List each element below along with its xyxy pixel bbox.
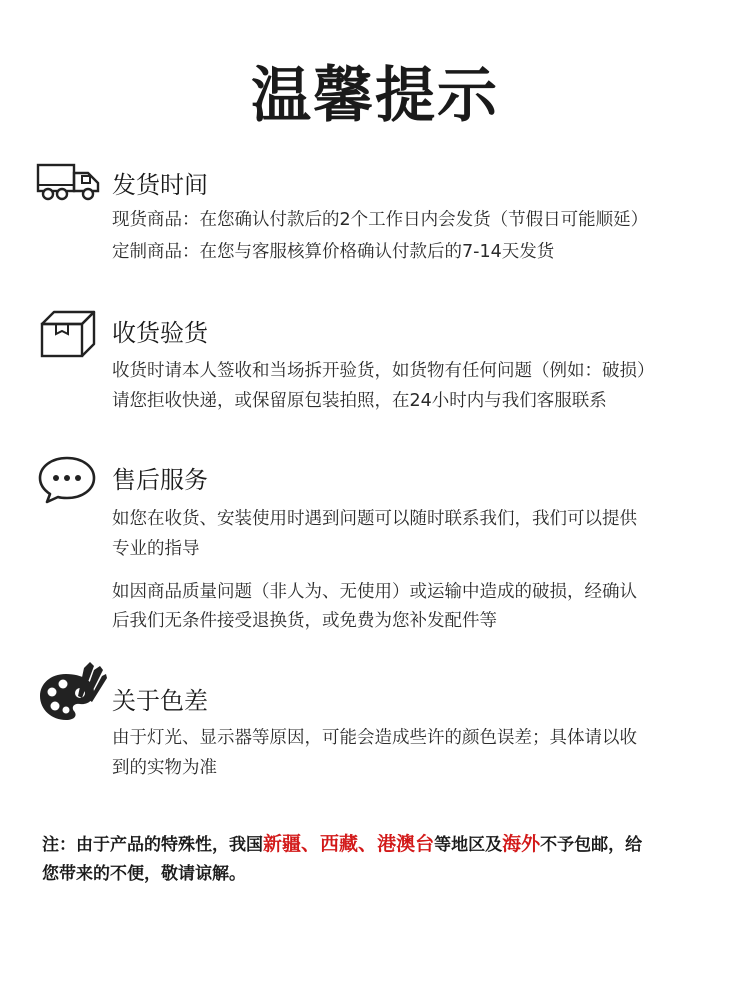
section-line: 后我们无条件接受退换货，或免费为您补发配件等 <box>112 611 497 631</box>
section-title-shipping: 发货时间 <box>112 171 208 199</box>
note-suffix: 不予包邮，给 <box>540 835 643 855</box>
section-title-after-sales: 售后服务 <box>112 466 208 494</box>
page-title: 温馨提示 <box>251 61 499 131</box>
region-overseas: 海外 <box>502 833 541 855</box>
region-hk-macao-taiwan: 港澳台 <box>377 833 435 855</box>
note-separator: 、 <box>301 833 321 855</box>
section-title-color: 关于色差 <box>112 687 208 715</box>
section-title-receiving: 收货验货 <box>112 319 208 347</box>
chat-bubble-icon <box>36 454 98 504</box>
region-xinjiang: 新疆 <box>263 833 302 855</box>
shipping-note-line2: 您带来的不便，敬请谅解。 <box>42 864 246 884</box>
section-line: 专业的指导 <box>112 539 200 559</box>
section-line: 请您拒收快递，或保留原包装拍照，在24小时内与我们客服联系 <box>112 391 607 411</box>
note-mid: 等地区及 <box>434 835 503 855</box>
box-icon <box>36 308 100 360</box>
section-line: 到的实物为准 <box>112 758 217 778</box>
note-separator: 、 <box>358 833 378 855</box>
section-line: 如因商品质量问题（非人为、无使用）或运输中造成的破损，经确认 <box>112 582 637 602</box>
section-line: 如您在收货、安装使用时遇到问题可以随时联系我们，我们可以提供 <box>112 509 637 529</box>
section-line: 现货商品：在您确认付款后的2个工作日内会发货（节假日可能顺延） <box>112 210 649 230</box>
section-line: 由于灯光、显示器等原因，可能会造成些许的颜色误差；具体请以收 <box>112 728 637 748</box>
palette-icon <box>36 660 108 724</box>
section-line: 定制商品：在您与客服核算价格确认付款后的7-14天发货 <box>112 242 555 262</box>
region-tibet: 西藏 <box>320 833 359 855</box>
truck-icon <box>36 162 102 202</box>
shipping-note <box>42 832 642 857</box>
section-line: 收货时请本人签收和当场拆开验货，如货物有任何问题（例如：破损） <box>112 361 655 381</box>
note-prefix: 注：由于产品的特殊性，我国 <box>42 835 263 855</box>
